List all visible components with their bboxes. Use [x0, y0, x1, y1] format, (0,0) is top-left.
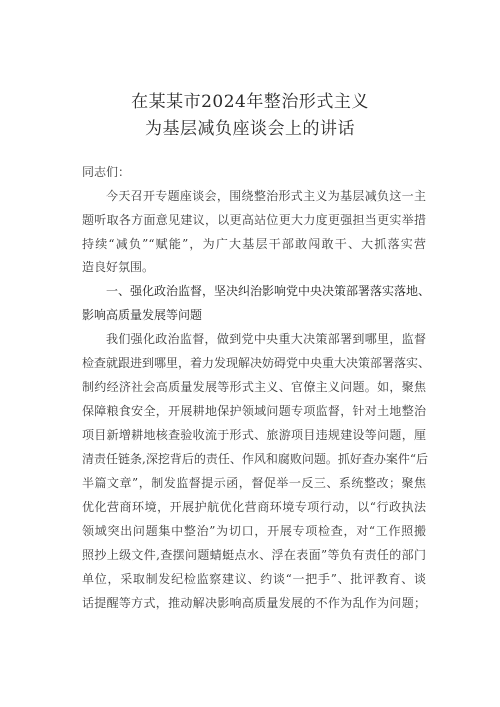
section-1-body-line: 单位，采取制发纪检监察建议、约谈“一把手”、批评教育、谈: [82, 572, 426, 586]
document-title-line-1: 在某某市2024年整治形式主义: [131, 92, 369, 112]
document-title-line-2: 为基层减负座谈会上的讲话: [145, 119, 355, 139]
intro-line: 今天召开专题座谈会，围绕整治形式主义为基层减负这一主: [106, 189, 426, 203]
section-1-body-line: 半篇文章”，制发监督提示函，督促举一反三、系统整改；聚焦: [82, 476, 426, 490]
intro-line: 造良好氛围。: [82, 260, 155, 274]
section-1-body-line: 话提醒等方式，推动解决影响高质量发展的不作为乱作为问题；: [82, 596, 426, 610]
section-1-heading-line: 影响高质量发展等问题: [82, 308, 203, 322]
section-1-body-line: 项目新增耕地核查验收流于形式、旅游项目违规建设等问题，厘: [82, 428, 426, 442]
section-1-body-line: 领域突出问题集中整治”为切口，开展专项检查，对“工作照搬: [82, 524, 426, 538]
salutation: 同志们：: [82, 165, 131, 179]
section-1-body-line: 我们强化政治监督，做到党中央重大决策部署到哪里，监督: [106, 332, 426, 346]
section-1-body-line: 制约经济社会高质量发展等形式主义、官僚主义问题。如，聚焦: [82, 380, 426, 394]
intro-line: 题听取各方面意见建议，以更高站位更大力度更强担当更实举措: [82, 213, 426, 227]
intro-line: 持续“减负”“赋能”，为广大基层干部敢闯敢干、大抓落实营: [82, 237, 426, 251]
section-1-body-line: 保障粮食安全，开展耕地保护领域问题专项监督，针对土地整治: [82, 404, 426, 418]
section-1-body-line: 检查就跟进到哪里，着力发现解决妨碍党中央重大决策部署落实、: [82, 356, 431, 370]
section-1-heading-line: 一、强化政治监督，坚决纠治影响党中央决策部署落实落地、: [106, 284, 431, 298]
section-1-body-line: 照抄上级文件,查摆问题蜻蜓点水、浮在表面”等负有责任的部门: [82, 548, 426, 562]
section-1-body-line: 优化营商环境，开展护航优化营商环境专项行动，以“行政执法: [82, 500, 426, 514]
section-1-body-line: 清责任链条,深挖背后的责任、作风和腐败问题。抓好查办案件“后: [82, 452, 428, 466]
